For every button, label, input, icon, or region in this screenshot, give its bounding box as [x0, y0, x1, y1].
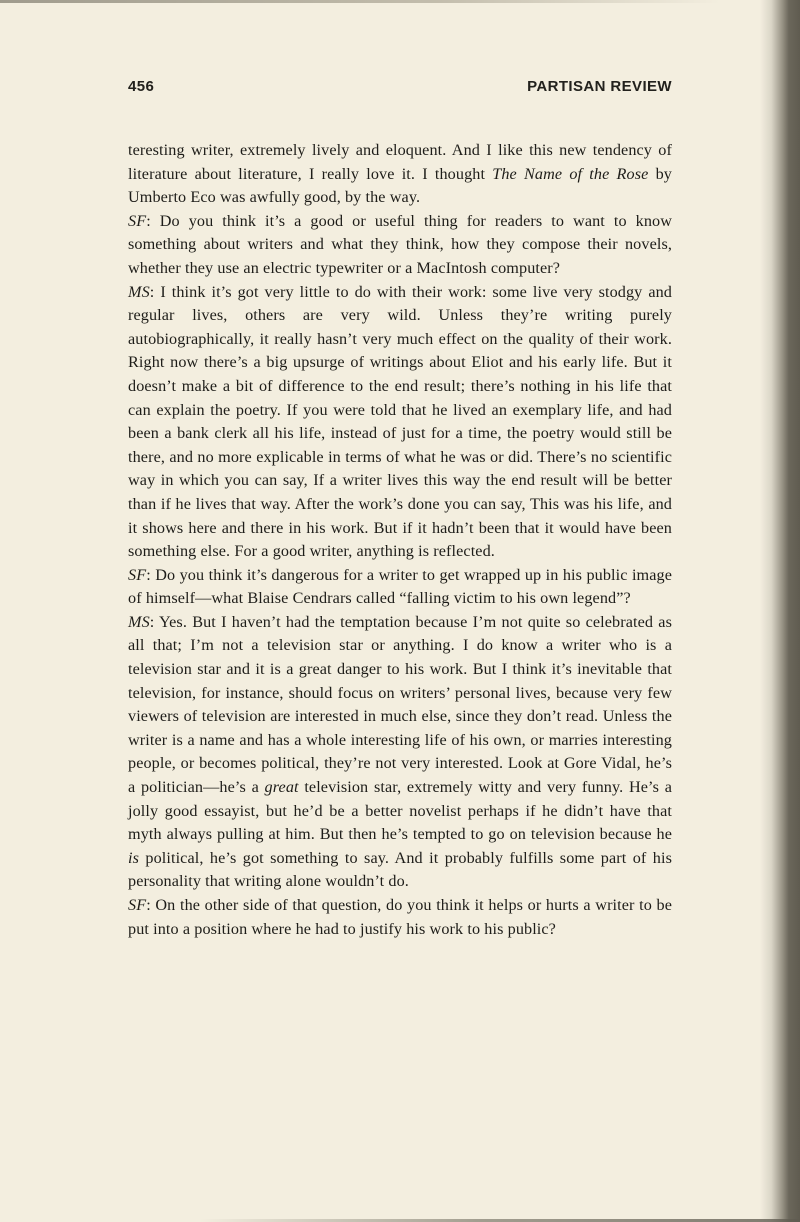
page-number: 456 — [128, 78, 155, 95]
text-run: television star, extremely witty and very funny. He’s a jolly good essayist, but he’d be a better novelist perhaps if he didn’t have that myth always pulling at him. But then he’s tempted to go on television because he — [128, 778, 672, 844]
italic-text-run: MS — [128, 612, 150, 631]
paragraph — [128, 564, 672, 611]
text-run: political, he’s got something to say. And it probably fulfills some part of his personality that writing alone wouldn’t do. — [128, 848, 672, 891]
italic-text-run: The Name of the Rose — [492, 164, 649, 183]
text-run: : On the other side of that question, do you think it helps or hurts a writer to be put into a position where he had to justify his work to his public? — [128, 896, 672, 938]
text-run: : Do you think it’s a good or useful thing for readers to want to know something about writers and what they think, how they compose their novels, whether they use an electric typewriter or a MacIntosh computer? — [128, 211, 672, 277]
paragraph — [128, 894, 672, 941]
journal-title: PARTISAN REVIEW — [527, 78, 672, 95]
italic-text-run: SF — [128, 565, 147, 584]
paragraph — [128, 281, 672, 564]
italic-text-run: SF — [128, 211, 147, 230]
italic-text-run: great — [264, 778, 299, 797]
text-run: by Umberto Eco was awfully good, by the way. — [128, 164, 672, 207]
text-run: : Yes. But I haven’t had the temptation because I’m not quite so celebrated as all that; I’m not a television star or anything. I do know a writer who is a television star and it is a great danger to his work. But I think it’s inevitable that television, for instance, should focus on writers’ personal lives, because very few viewers of television are interested in much else, since they don’t read. Unless the writer is a name and has a whole interesting life of his own, or marries interesting people, or becomes political, they’re not very interested. Look at Gore Vidal, he’s a politician—he’s a — [128, 612, 672, 797]
paragraph — [128, 210, 672, 281]
italic-text-run: MS — [128, 282, 150, 301]
text-run: teresting writer, extremely lively and eloquent. And I like this new tendency of literature about literature, I really love it. I thought — [128, 141, 672, 183]
paragraph — [128, 611, 672, 894]
page-body — [128, 139, 672, 941]
italic-text-run: is — [128, 848, 139, 867]
italic-text-run: SF — [128, 896, 147, 914]
page-header — [128, 78, 672, 95]
paragraph — [128, 139, 672, 210]
text-run: : I think it’s got very little to do with their work: some live very stodgy and regular lives, others are very wild. Unless they’re writing purely autobiographically, it really hasn’t very much effect on the quality of their work. Right now there’s a big upsurge of writings about Eliot and his early life. But it doesn’t make a bit of difference to the end result; there’s nothing in his life that can explain the poetry. If you were told that he lived an exemplary life, and had been a bank clerk all his life, instead of just for a time, the poetry would still be there, and no more explicable in terms of what he was or did. There’s no scientific way in which you can say, If a writer lives this way the end result will be better than if he lives that way. After the work’s done you can say, This was his life, and it shows here and there in his work. But if it hadn’t been that it would have been something else. For a good writer, anything is reflected. — [128, 282, 672, 561]
text-run: : Do you think it’s dangerous for a writer to get wrapped up in his public image of himself—what Blaise Cendrars called “falling victim to his own legend”? — [128, 565, 672, 608]
